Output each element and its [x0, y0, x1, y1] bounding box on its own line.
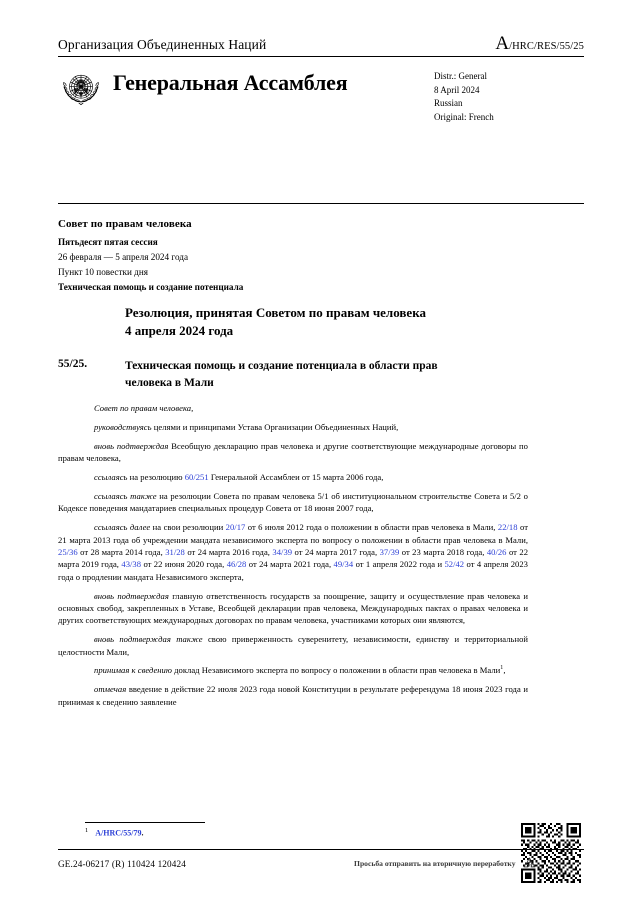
assembly-title: Генеральная Ассамблея	[113, 70, 348, 95]
distribution-language: Russian	[434, 98, 463, 109]
preamble-5-s10: от 24 марта 2021 года,	[246, 559, 334, 570]
preamble-6-italic: вновь подтверждая	[94, 590, 169, 601]
footer	[58, 856, 584, 871]
resolution-header-line2: 4 апреля 2024 года	[125, 323, 234, 339]
preamble-9-text: введение в действие 22 июля 2023 года новой Конституции в результате референдума 18 июня 2023 года и принимая к сведению заявление	[58, 684, 528, 707]
link-resolution-40-26[interactable]: 40/26	[486, 546, 507, 557]
preamble-paragraph-2	[58, 440, 528, 465]
preamble-4-text: на резолюции Совета по правам человека 5/1 об институциональном строительстве Совета и 5/2 о Кодексе поведения мандатариев специальных процедур Совета от 18 июня 2007 года,	[58, 490, 528, 514]
preamble-5-s5: от 24 марта 2016 года,	[184, 546, 273, 557]
masthead-divider	[58, 56, 584, 57]
preamble-5-s6: от 24 марта 2017 года,	[292, 546, 380, 557]
link-footnote-ahrc5579[interactable]: A/HRC/55/79	[95, 828, 142, 838]
link-resolution-25-36[interactable]: 25/36	[58, 546, 78, 557]
masthead-bottom-row	[58, 64, 584, 125]
link-resolution-20-17[interactable]: 20/17	[225, 522, 246, 533]
footnote-divider	[85, 822, 205, 823]
preamble-paragraph-6	[58, 590, 528, 627]
preamble-8-italic: принимая к сведению	[94, 665, 172, 676]
preamble-7-text: свою приверженность суверенитету, независимости, единству и территориальной целостности Мали,	[58, 634, 529, 657]
preamble-6-text: главную ответственность государств за поощрение, защиту и осуществление прав человека и основных свобод, закрепленных в Уставе, Всеобщей декларации прав человека, Международных пактах о правах человека и других соответствующих международных договорах по правам человека, участниками которых они являются,	[58, 590, 528, 626]
masthead-top-row	[58, 34, 584, 56]
preamble-5-s1: на свои резолюции	[150, 522, 226, 533]
preamble-paragraph-0	[58, 402, 528, 414]
preamble-5-s4: от 28 марта 2014 года,	[77, 546, 166, 557]
distribution-date: 8 April 2024	[434, 84, 480, 95]
link-resolution-46-28[interactable]: 46/28	[226, 559, 247, 570]
recycle-note-text: Просьба отправить на вторичную переработку	[354, 859, 516, 868]
footer-divider	[58, 849, 584, 850]
link-resolution-37-39[interactable]: 37/39	[379, 546, 400, 557]
link-resolution-43-38[interactable]: 43/38	[121, 559, 142, 570]
preamble-5-s7: от 23 марта 2018 года,	[399, 546, 487, 557]
session-agenda-title: Техническая помощь и создание потенциала	[58, 281, 244, 292]
recycle-icon	[521, 856, 538, 871]
organization-name: Организация Объединенных Наций	[58, 37, 267, 52]
preamble-2-text: Всеобщую декларацию прав человека и другие соответствующие международные договоры по правам человека,	[58, 440, 528, 464]
qr-code	[521, 823, 581, 883]
preamble-paragraph-7	[58, 633, 528, 658]
preamble-paragraph-4	[58, 490, 528, 515]
distribution-block	[434, 70, 584, 125]
footnote-period: .	[141, 828, 144, 838]
preamble-paragraph-9	[58, 683, 528, 708]
footnote-number: 1	[85, 827, 89, 834]
preamble-8-text: доклад Независимого эксперта по вопросу о положении в области прав человека в Мали	[171, 665, 501, 676]
link-resolution-60-251[interactable]: 60/251	[184, 472, 209, 482]
preamble-paragraph-3	[58, 471, 528, 483]
masthead	[58, 34, 584, 125]
document-symbol	[495, 34, 584, 54]
link-resolution-34-39[interactable]: 34/39	[272, 546, 293, 557]
preamble-0-italic: Совет по правам человека,	[94, 403, 194, 413]
preamble-9-italic: отмечая	[94, 684, 127, 695]
preamble-4-italic: ссылаясь также	[94, 490, 157, 501]
preamble-paragraph-1	[58, 421, 528, 433]
footnote-marker-1[interactable]: 1	[500, 665, 504, 672]
session-block	[58, 216, 584, 294]
resolution-header	[125, 304, 545, 341]
preamble-5-s8: от 22 марта 2019 года,	[58, 546, 529, 570]
preamble-body	[58, 402, 528, 715]
footnote-area	[85, 827, 485, 838]
link-resolution-22-18[interactable]: 22/18	[497, 522, 518, 533]
un-emblem-icon	[58, 66, 104, 112]
session-dates: 26 февраля — 5 апреля 2024 года	[58, 251, 189, 262]
link-resolution-49-34[interactable]: 49/34	[333, 559, 354, 570]
session-body-name: Совет по правам человека	[58, 218, 192, 230]
preamble-8-end: ,	[503, 665, 506, 676]
preamble-3-italic: ссылаясь	[94, 472, 128, 482]
preamble-paragraph-5	[58, 521, 528, 583]
document-symbol-letter: A	[495, 33, 510, 54]
preamble-1-italic: руководствуясь	[94, 421, 152, 432]
distribution-type: Distr.: General	[434, 71, 487, 81]
preamble-5-italic: ссылаясь далее	[94, 522, 151, 533]
document-symbol-rest: /HRC/RES/55/25	[509, 41, 584, 52]
recycle-note	[354, 856, 537, 871]
link-resolution-31-28[interactable]: 31/28	[165, 546, 185, 557]
resolution-title-row	[58, 358, 558, 391]
session-agenda-item: Пункт 10 повестки дня	[58, 266, 148, 277]
preamble-5-s12: от 4 апреля 2023 года о продлении мандата Независимого эксперта,	[58, 559, 529, 582]
preamble-paragraph-8	[58, 664, 528, 676]
preamble-5-s11: от 1 апреля 2022 года и	[353, 559, 445, 570]
resolution-number: 55/25.	[58, 358, 88, 370]
preamble-7-italic: вновь подтверждая также	[94, 634, 203, 645]
preamble-5-s3: от 21 марта 2013 года об учреждении мандата независимого эксперта по вопросу о положении в области прав человека в Мали,	[58, 522, 528, 545]
preamble-1-text: целями и принципами Устава Организации Объединенных Наций,	[151, 421, 399, 432]
session-number: Пятьдесят пятая сессия	[58, 236, 158, 247]
resolution-title: Техническая помощь и создание потенциала в области прав человека в Мали	[125, 360, 438, 389]
masthead-bottom-divider	[58, 203, 584, 204]
preamble-2-italic: вновь подтверждая	[94, 440, 169, 451]
preamble-5-s2: от 6 июля 2012 года о положении в области прав человека в Мали,	[245, 522, 498, 533]
ge-document-code: GE.24-06217 (R) 110424 120424	[58, 858, 187, 869]
distribution-original: Original: French	[434, 112, 494, 123]
preamble-3-text-a: на резолюцию	[127, 472, 185, 482]
link-resolution-52-42[interactable]: 52/42	[444, 559, 465, 570]
preamble-5-s9: от 22 июня 2020 года,	[141, 559, 227, 570]
resolution-header-line1: Резолюция, принятая Советом по правам человека	[125, 305, 426, 320]
preamble-3-text-b: Генеральной Ассамблеи от 15 марта 2006 года,	[208, 472, 384, 482]
